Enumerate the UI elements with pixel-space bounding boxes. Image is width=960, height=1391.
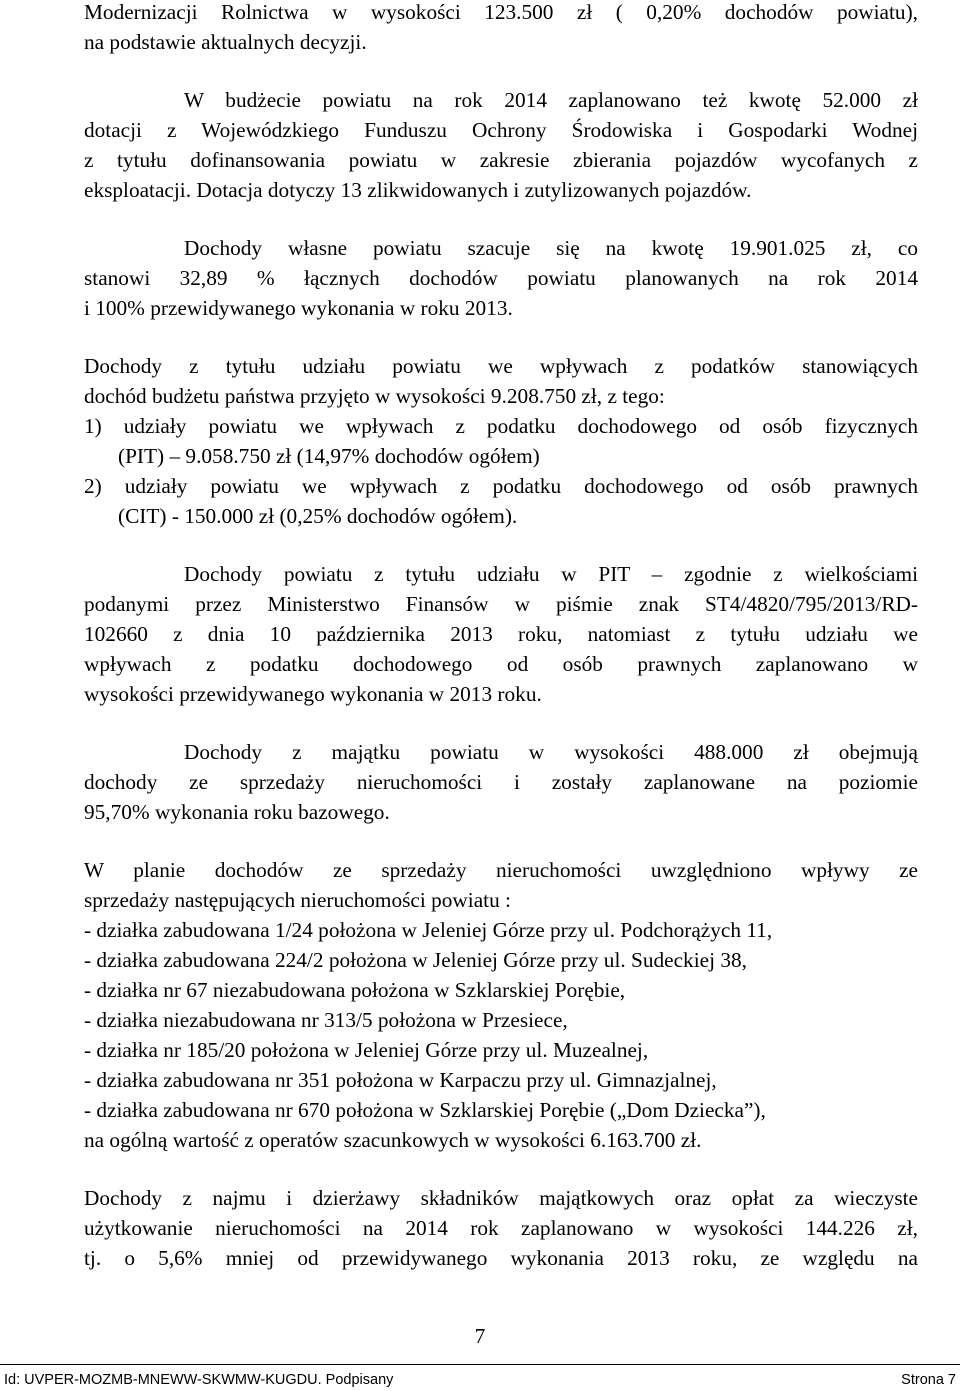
text-line: wpływach z podatku dochodowego od osób prawnych zaplanowano w	[84, 652, 918, 676]
text-line: wysokości przewidywanego wykonania w 2013 roku.	[84, 682, 542, 706]
text-line: tj. o 5,6% mniej od przewidywanego wykonania 2013 roku, ze względu na	[84, 1246, 918, 1270]
text-line: z tytułu dofinansowania powiatu w zakresie zbierania pojazdów wycofanych z	[84, 148, 918, 172]
text-line: Dochody z majątku powiatu w wysokości 488.000 zł obejmują	[184, 740, 918, 764]
text-line: 1) udziały powiatu we wpływach z podatku dochodowego od osób fizycznych	[84, 414, 918, 438]
text-line: sprzedaży następujących nieruchomości powiatu :	[84, 888, 511, 912]
list-item: - działka niezabudowana nr 313/5 położona w Przesiece,	[84, 1008, 568, 1032]
text-line: dochody ze sprzedaży nieruchomości i zostały zaplanowane na poziomie	[84, 770, 918, 794]
text-line: Dochody własne powiatu szacuje się na kwotę 19.901.025 zł, co	[184, 236, 918, 260]
text-line: Dochody powiatu z tytułu udziału w PIT – zgodnie z wielkościami	[184, 562, 918, 586]
paragraph-sprzedaz-nieruchomosci	[84, 855, 918, 1155]
text-line: 102660 z dnia 10 października 2013 roku, natomiast z tytułu udziału we	[84, 622, 918, 646]
page-number: 7	[474, 1324, 486, 1348]
list-item: - działka zabudowana 1/24 położona w Jeleniej Górze przy ul. Podchorążych 11,	[84, 918, 773, 942]
footer-divider	[0, 1364, 960, 1365]
list-item-cit	[84, 471, 918, 531]
list-item-pit	[84, 411, 918, 471]
footer-document-id: Id: UVPER-MOZMB-MNEWW-SKWMW-KUGDU. Podpisany	[4, 1372, 394, 1388]
list-item: - działka zabudowana 224/2 położona w Jeleniej Górze przy ul. Sudeckiej 38,	[84, 948, 747, 972]
text-line: eksploatacji. Dotacja dotyczy 13 zlikwidowanych i zutylizowanych pojazdów.	[84, 178, 752, 202]
text-line: (CIT) - 150.000 zł (0,25% dochodów ogółem).	[118, 504, 518, 528]
paragraph-udzial-pit	[84, 559, 918, 709]
text-line: W budżecie powiatu na rok 2014 zaplanowano też kwotę 52.000 zł	[184, 88, 918, 112]
paragraph-udzialy-podatki	[84, 351, 918, 531]
list-item: - działka nr 185/20 położona w Jeleniej Górze przy ul. Muzealnej,	[84, 1038, 649, 1062]
text-line: użytkowanie nieruchomości na 2014 rok zaplanowano w wysokości 144.226 zł,	[84, 1216, 918, 1240]
text-line: i 100% przewidywanego wykonania w roku 2013.	[84, 296, 513, 320]
paragraph-rolnictwa	[84, 0, 918, 57]
paragraph-dotacja-wfos	[84, 85, 918, 205]
list-item: - działka nr 67 niezabudowana położona w Szklarskiej Porębie,	[84, 978, 626, 1002]
text-line: na ogólną wartość z operatów szacunkowych w wysokości 6.163.700 zł.	[84, 1128, 702, 1152]
footer	[4, 1371, 956, 1389]
text-line: (PIT) – 9.058.750 zł (14,97% dochodów ogółem)	[118, 444, 540, 468]
text-line: 2) udziały powiatu we wpływach z podatku dochodowego od osób prawnych	[84, 474, 918, 498]
text-line: podanymi przez Ministerstwo Finansów w piśmie znak ST4/4820/795/2013/RD-	[84, 592, 918, 616]
list-item: - działka zabudowana nr 670 położona w Szklarskiej Porębie („Dom Dziecka”),	[84, 1098, 766, 1122]
text-line: W planie dochodów ze sprzedaży nieruchomości uwzględniono wpływy ze	[84, 858, 918, 882]
text-line: na podstawie aktualnych decyzji.	[84, 30, 367, 54]
text-line: dochód budżetu państwa przyjęto w wysokości 9.208.750 zł, z tego:	[84, 384, 665, 408]
text-line: stanowi 32,89 % łącznych dochodów powiatu planowanych na rok 2014	[84, 266, 918, 290]
text-line: Dochody z najmu i dzierżawy składników majątkowych oraz opłat za wieczyste	[84, 1186, 918, 1210]
list-item: - działka zabudowana nr 351 położona w Karpaczu przy ul. Gimnazjalnej,	[84, 1068, 717, 1092]
paragraph-dochody-majatek	[84, 737, 918, 827]
text-line: Dochody z tytułu udziału powiatu we wpływach z podatków stanowiących	[84, 354, 918, 378]
text-line: dotacji z Wojewódzkiego Funduszu Ochrony Środowiska i Gospodarki Wodnej	[84, 118, 918, 142]
document-body	[84, 0, 918, 1273]
paragraph-dochody-wlasne	[84, 233, 918, 323]
text-line: Modernizacji Rolnictwa w wysokości 123.500 zł ( 0,20% dochodów powiatu),	[84, 0, 918, 24]
text-line: 95,70% wykonania roku bazowego.	[84, 800, 390, 824]
paragraph-najem-dzierzawa	[84, 1183, 918, 1273]
footer-page-label: Strona 7	[901, 1372, 956, 1388]
